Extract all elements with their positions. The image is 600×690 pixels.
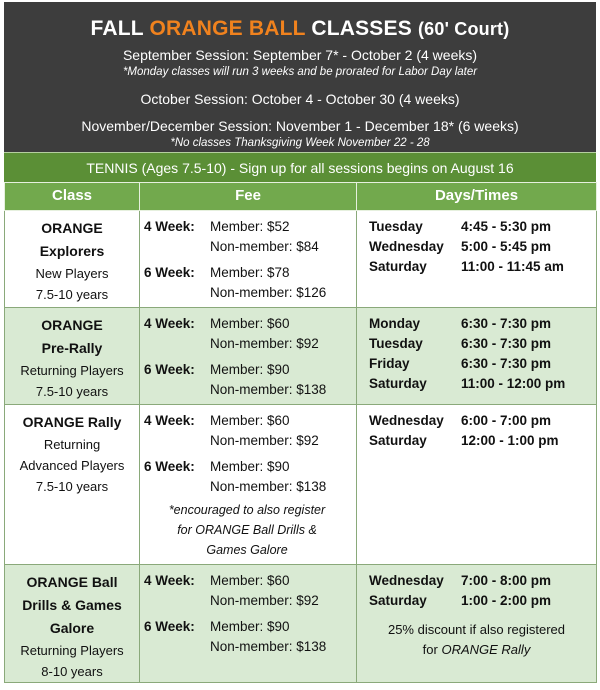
fee-member: Member: $60 xyxy=(210,413,290,428)
class-name: ORANGE Rally xyxy=(22,414,122,430)
fee-week: 6 Week: xyxy=(144,619,195,634)
fee-block xyxy=(144,263,356,303)
class-cell xyxy=(5,308,140,405)
fee-week: 4 Week: xyxy=(144,219,195,234)
page-title: FALL ORANGE BALL CLASSES (60' Court) xyxy=(90,17,510,40)
fee-block xyxy=(144,217,356,257)
november-session: November/December Session: November 1 - December 18* (6 weeks) xyxy=(81,118,519,134)
october-session: October Session: October 4 - October 30 (4 weeks) xyxy=(140,91,460,107)
fee-block xyxy=(144,617,356,657)
fee-week: 4 Week: xyxy=(144,573,195,588)
fee-week: 6 Week: xyxy=(144,459,195,474)
class-name: Explorers xyxy=(39,243,105,259)
fee-nonmember: Non-member: $84 xyxy=(210,239,319,254)
september-session: September Session: September 7* - October 2 (4 weeks) xyxy=(122,47,478,63)
class-ages: 8-10 years xyxy=(41,664,103,679)
column-header-fee: Fee xyxy=(140,183,357,211)
schedule-row: Saturday 11:00 - 11:45 am xyxy=(369,259,564,274)
fee-nonmember: Non-member: $126 xyxy=(210,285,327,300)
class-ages: 7.5-10 years xyxy=(35,384,109,399)
fee-nonmember: Non-member: $138 xyxy=(210,479,327,494)
fee-nonmember: Non-member: $92 xyxy=(210,336,319,351)
schedule-row: Friday 6:30 - 7:30 pm xyxy=(369,356,552,371)
schedule-row: Tuesday 6:30 - 7:30 pm xyxy=(369,336,552,351)
fee-week: 6 Week: xyxy=(144,265,195,280)
fee-nonmember: Non-member: $92 xyxy=(210,593,319,608)
schedule-cell xyxy=(357,565,597,683)
column-header-days: Days/Times xyxy=(357,183,597,211)
discount-note: 25% discount if also registered for ORANGE Rally xyxy=(387,622,566,657)
table-header-row xyxy=(5,183,597,211)
fee-cell xyxy=(140,308,357,405)
class-ages: 7.5-10 years xyxy=(35,479,109,494)
fee-block xyxy=(144,457,356,497)
class-name: Pre-Rally xyxy=(41,340,103,356)
class-name: Galore xyxy=(49,620,95,636)
class-table xyxy=(4,182,597,683)
fee-block xyxy=(144,411,356,451)
fee-member: Member: $52 xyxy=(210,219,290,234)
fee-nonmember: Non-member: $138 xyxy=(210,382,327,397)
class-cell xyxy=(5,405,140,565)
fee-member: Member: $60 xyxy=(210,573,290,588)
class-level: Advanced Players xyxy=(19,458,125,473)
schedule-row: Saturday 1:00 - 2:00 pm xyxy=(369,593,552,608)
class-level: New Players xyxy=(35,266,109,281)
fee-member: Member: $90 xyxy=(210,619,290,634)
schedule-cell xyxy=(357,211,597,308)
fee-cell xyxy=(140,565,357,683)
schedule-row: Tuesday 4:45 - 5:30 pm xyxy=(369,219,552,234)
november-note: *No classes Thanksgiving Week November 22 - 28 xyxy=(170,137,430,149)
fee-week: 4 Week: xyxy=(144,413,195,428)
fee-block xyxy=(144,314,356,354)
column-header-class: Class xyxy=(5,183,140,211)
class-level: Returning xyxy=(43,437,101,452)
fee-note: *encouraged to also register for ORANGE Ball Drills & Games Galore xyxy=(168,503,326,557)
fee-member: Member: $60 xyxy=(210,316,290,331)
class-name: Drills & Games xyxy=(22,597,122,613)
fee-member: Member: $90 xyxy=(210,362,290,377)
class-name: ORANGE xyxy=(41,220,103,236)
fee-member: Member: $78 xyxy=(210,265,290,280)
fee-nonmember: Non-member: $138 xyxy=(210,639,327,654)
class-cell xyxy=(5,211,140,308)
tennis-banner: TENNIS (Ages 7.5-10) - Sign up for all sessions begins on August 16 xyxy=(4,152,596,182)
fee-nonmember: Non-member: $92 xyxy=(210,433,319,448)
fee-cell xyxy=(140,405,357,565)
class-name: ORANGE Ball xyxy=(26,574,118,590)
class-ages: 7.5-10 years xyxy=(35,287,109,302)
schedule-row: Monday 6:30 - 7:30 pm xyxy=(369,316,552,331)
class-level: Returning Players xyxy=(20,643,124,658)
schedule-cell xyxy=(357,308,597,405)
header xyxy=(4,2,596,152)
class-level: Returning Players xyxy=(20,363,124,378)
fee-block xyxy=(144,571,356,611)
table-row xyxy=(5,211,597,308)
schedule-row: Saturday 11:00 - 12:00 pm xyxy=(369,376,566,391)
class-cell xyxy=(5,565,140,683)
fee-week: 4 Week: xyxy=(144,316,195,331)
schedule-row: Wednesday 5:00 - 5:45 pm xyxy=(369,239,552,254)
class-name: ORANGE xyxy=(41,317,103,333)
table-row xyxy=(5,565,597,683)
schedule-row: Wednesday 6:00 - 7:00 pm xyxy=(369,413,552,428)
flyer xyxy=(4,2,596,683)
schedule-cell xyxy=(357,405,597,565)
fee-block xyxy=(144,360,356,400)
september-note: *Monday classes will run 3 weeks and be prorated for Labor Day later xyxy=(122,66,478,78)
table-row xyxy=(5,405,597,565)
schedule-row: Saturday 12:00 - 1:00 pm xyxy=(369,433,559,448)
schedule-row: Wednesday 7:00 - 8:00 pm xyxy=(369,573,552,588)
table-row xyxy=(5,308,597,405)
fee-cell xyxy=(140,211,357,308)
fee-week: 6 Week: xyxy=(144,362,195,377)
fee-member: Member: $90 xyxy=(210,459,290,474)
